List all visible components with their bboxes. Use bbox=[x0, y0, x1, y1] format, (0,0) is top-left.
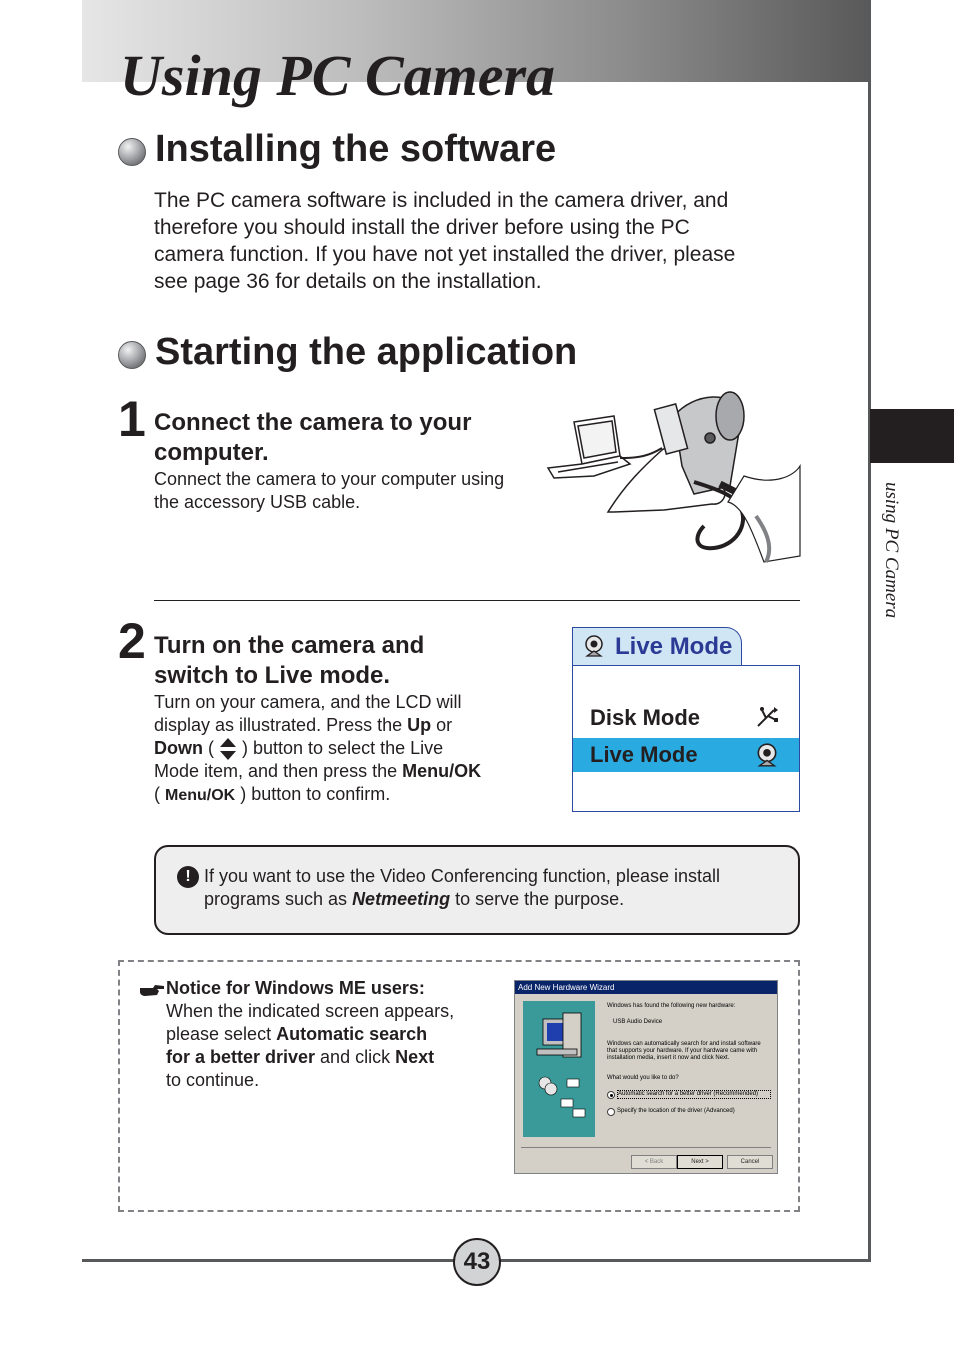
wizard-separator bbox=[521, 1147, 771, 1148]
text-line: Connect the camera to your computer using bbox=[154, 469, 505, 489]
text: to serve the purpose. bbox=[450, 889, 625, 909]
wizard-art bbox=[523, 1001, 595, 1137]
down-label: Down bbox=[154, 738, 203, 758]
step-number-2: 2 bbox=[118, 613, 146, 669]
text-line: The PC camera software is included in the camera driver, and bbox=[154, 189, 729, 212]
text: display as illustrated. Press the bbox=[154, 715, 408, 735]
page-number: 43 bbox=[453, 1238, 501, 1286]
text-line: camera function. If you have not yet installed the driver, please bbox=[154, 243, 736, 266]
note-text bbox=[204, 865, 784, 911]
option-auto-search[interactable]: Automatic search for a better driver (Recommended) bbox=[617, 1090, 771, 1099]
title-line: Connect the camera to your bbox=[154, 409, 472, 436]
text: and click bbox=[315, 1047, 396, 1067]
pointing-hand-icon bbox=[139, 982, 165, 998]
notice-text bbox=[166, 977, 506, 1092]
step2-title bbox=[154, 631, 424, 691]
text: ) button to confirm. bbox=[235, 784, 391, 804]
step-number-1: 1 bbox=[118, 391, 146, 447]
text-line: When the indicated screen appears, bbox=[166, 1001, 455, 1021]
step2-body bbox=[154, 691, 554, 807]
laptop-icon bbox=[548, 416, 630, 478]
text-line: that supports your hardware. If your hardware came with bbox=[607, 1048, 758, 1054]
lcd-tab-label: Live Mode bbox=[615, 633, 733, 660]
menu-ok-label: Menu/OK bbox=[402, 761, 482, 781]
lcd-item-disk-mode[interactable]: Disk Mode bbox=[590, 705, 701, 730]
text-line bbox=[154, 714, 554, 737]
page-title: Using PC Camera bbox=[120, 43, 556, 108]
bullet-icon bbox=[118, 341, 146, 369]
wizard-found-text: Windows has found the following new hardware: bbox=[607, 1003, 736, 1009]
text-line: the accessory USB cable. bbox=[154, 492, 361, 512]
step1-body bbox=[154, 468, 544, 514]
text-line bbox=[154, 691, 554, 714]
hardware-wizard-screenshot bbox=[514, 980, 778, 1174]
text: Mode item, and then press the bbox=[154, 761, 403, 781]
section-heading-start: Starting the application bbox=[155, 331, 578, 373]
text: Turn on your camera, and the LCD will bbox=[154, 692, 462, 712]
up-label: Up bbox=[407, 715, 432, 735]
camera-usb-illustration bbox=[544, 386, 802, 564]
warning-icon: ! bbox=[177, 866, 199, 888]
title-line: switch to Live mode. bbox=[154, 662, 391, 689]
text: or bbox=[431, 715, 453, 735]
side-label: using PC Camera bbox=[881, 482, 902, 619]
text-line: see page 36 for details on the installation. bbox=[154, 270, 542, 293]
notice-title: Notice for Windows ME users: bbox=[166, 978, 425, 998]
section-divider bbox=[154, 600, 800, 601]
auto-search-label: Automatic search bbox=[276, 1024, 428, 1044]
option-specify-location[interactable]: Specify the location of the driver (Advanced) bbox=[617, 1108, 735, 1114]
text-line: therefore you should install the driver before using the PC bbox=[154, 216, 690, 239]
text: ( bbox=[154, 784, 165, 804]
install-paragraph bbox=[154, 187, 794, 295]
computer-icon bbox=[523, 1001, 595, 1137]
text: programs such as bbox=[204, 889, 353, 909]
text-line bbox=[154, 737, 554, 760]
back-button[interactable]: < Back bbox=[631, 1155, 677, 1169]
better-driver-label: for a better driver bbox=[166, 1047, 316, 1067]
text-line bbox=[166, 1046, 506, 1069]
text-line: Windows can automatically search for and install software bbox=[607, 1041, 761, 1047]
text-line: If you want to use the Video Conferencing function, please install bbox=[204, 866, 720, 886]
text: ) button to select the Live bbox=[237, 738, 444, 758]
text-line bbox=[154, 760, 554, 783]
section-tab bbox=[870, 409, 954, 463]
radio-auto-search[interactable] bbox=[607, 1091, 615, 1099]
title-line: computer. bbox=[154, 439, 269, 466]
text: please select bbox=[166, 1024, 277, 1044]
menu-ok-button-glyph: Menu/OK bbox=[165, 787, 236, 804]
next-button[interactable]: Next > bbox=[677, 1155, 723, 1169]
step1-title bbox=[154, 408, 471, 468]
title-line: Turn on the camera and bbox=[154, 632, 425, 659]
text-line bbox=[166, 1023, 506, 1046]
netmeeting-label: Netmeeting bbox=[352, 889, 451, 909]
section-heading-install: Installing the software bbox=[155, 128, 557, 170]
lcd-item-live-mode[interactable]: Live Mode bbox=[590, 742, 698, 767]
wizard-device: USB Audio Device bbox=[613, 1019, 663, 1025]
up-down-arrow-icon bbox=[219, 738, 237, 760]
text-line: installation media, insert it now and click Next. bbox=[607, 1055, 730, 1061]
webcam-icon bbox=[754, 742, 780, 768]
bullet-icon bbox=[118, 138, 146, 166]
text: ( bbox=[203, 738, 219, 758]
next-label: Next bbox=[395, 1047, 435, 1067]
cancel-button[interactable]: Cancel bbox=[727, 1155, 773, 1169]
right-border bbox=[868, 0, 871, 1262]
text-line bbox=[204, 888, 784, 911]
text-line bbox=[154, 783, 554, 807]
wizard-description bbox=[607, 1041, 773, 1062]
webcam-icon bbox=[582, 634, 606, 658]
wizard-question: What would you like to do? bbox=[607, 1075, 679, 1081]
usb-icon bbox=[754, 704, 780, 730]
radio-dot bbox=[610, 1094, 613, 1097]
radio-specify-location[interactable] bbox=[607, 1108, 615, 1116]
wizard-title: Add New Hardware Wizard bbox=[515, 981, 777, 994]
text-line bbox=[166, 977, 506, 1000]
text-line: to continue. bbox=[166, 1070, 260, 1090]
